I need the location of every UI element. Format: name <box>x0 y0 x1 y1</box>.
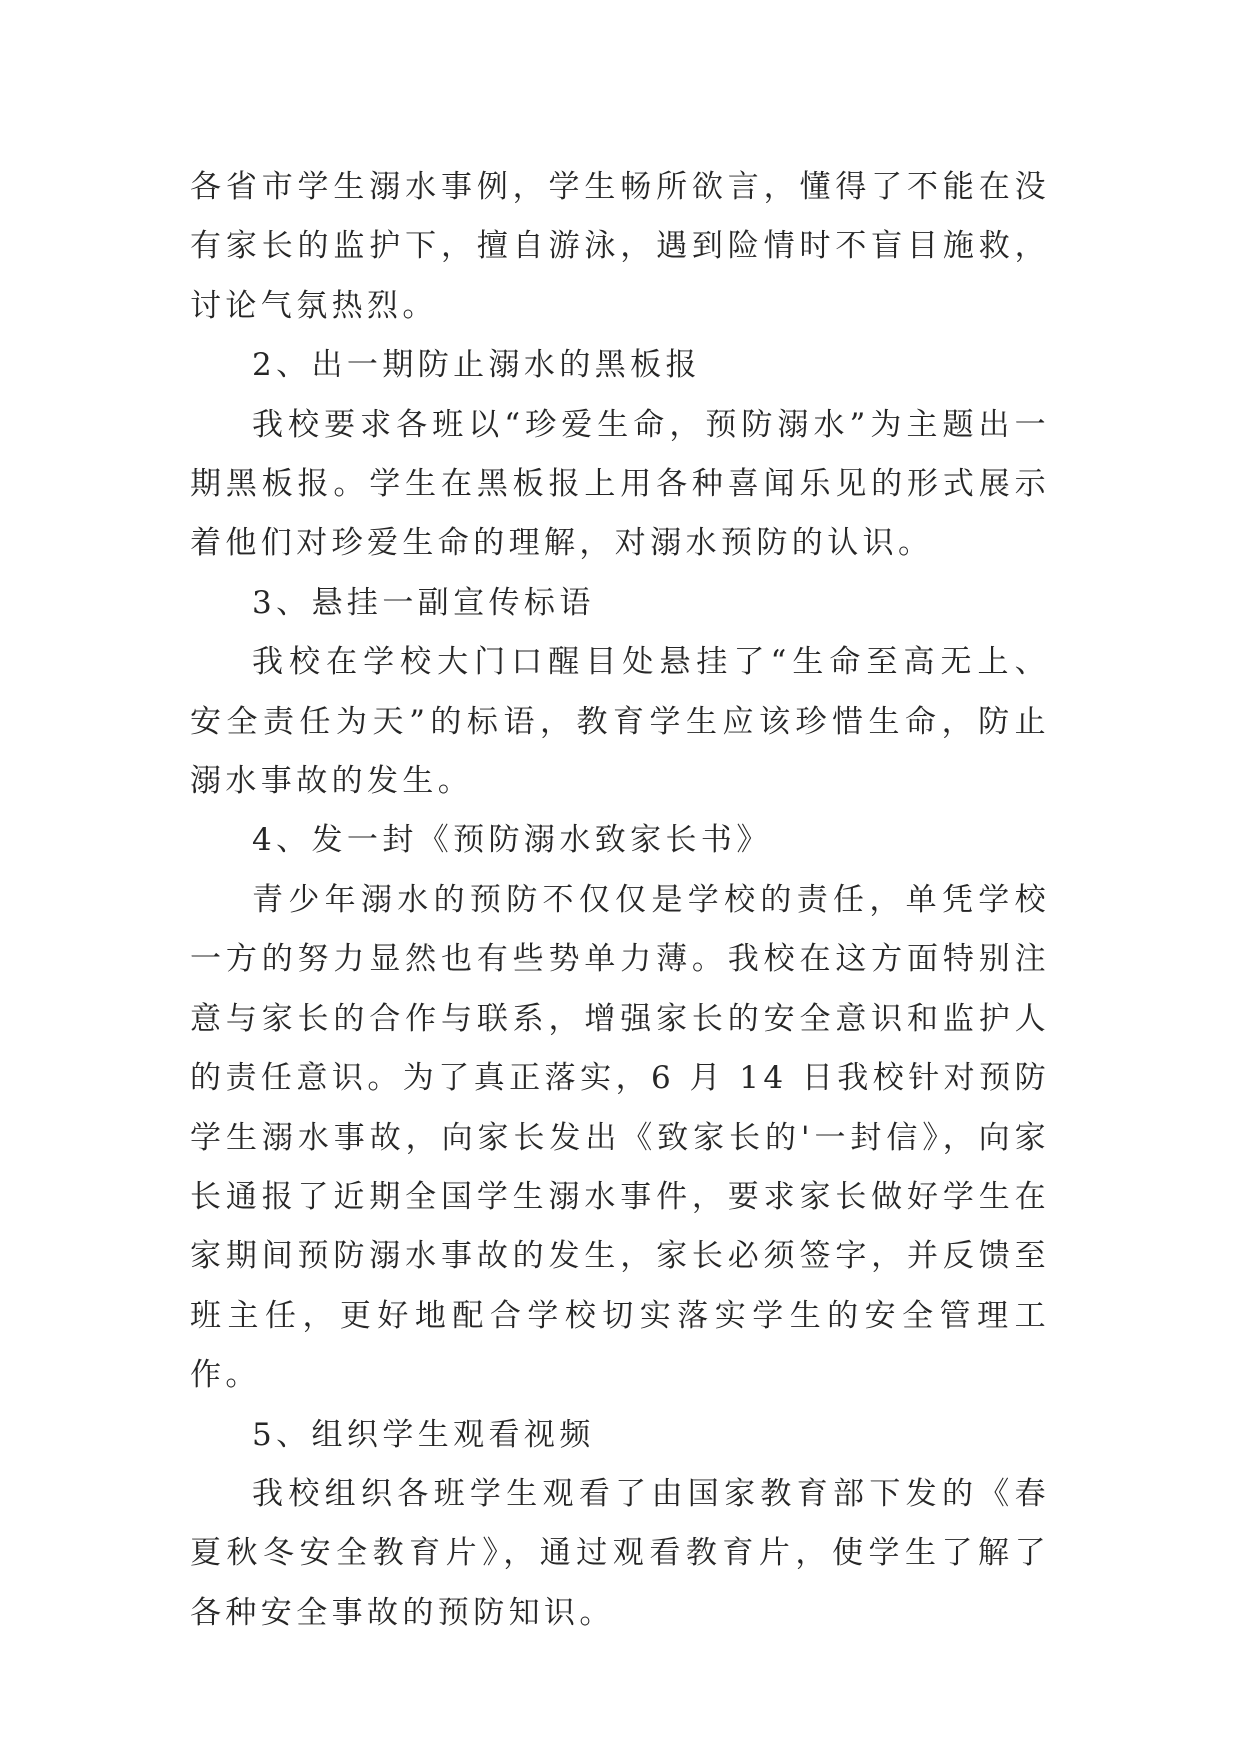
heading-watch-videos: 5、组织学生观看视频 <box>252 1416 595 1453</box>
heading-blackboard-newspaper: 2、出一期防止溺水的黑板报 <box>252 347 701 384</box>
paragraph-drowning-cases-discussion: 各省市学生溺水事例，学生畅所欲言，懂得了不能在没有家长的监护下，擅自游泳，遇到险情时不盲目施救，讨论气氛热烈。 <box>190 169 1050 324</box>
heading-parent-letter: 4、发一封《预防溺水致家长书》 <box>252 822 772 859</box>
paragraph-parent-letter: 青少年溺水的预防不仅仅是学校的责任，单凭学校一方的努力显然也有些势单力薄。我校在这方面特别注意与家长的合作与联系，增强家长的安全意识和监护人的责任意识。为了真正落实，6 月 14 日我校针对预防学生溺水事故，向家长发出《致家长的'一封信》，向家长通报了近期全国学生溺水事件，要求家长做好学生在家期间预防溺水事故的发生，家长必须签字，并反馈至班主任，更好地配合学校切实落实学生的安全管理工作。 <box>190 881 1050 1394</box>
paragraph-watch-videos: 我校组织各班学生观看了由国家教育部下发的《春夏秋冬安全教育片》，通过观看教育片，使学生了解了各种安全事故的预防知识。 <box>190 1475 1050 1631</box>
heading-slogan-banner: 3、悬挂一副宣传标语 <box>252 584 595 621</box>
paragraph-slogan-banner: 我校在学校大门口醒目处悬挂了“生命至高无上、安全责任为天”的标语，教育学生应该珍惜生命，防止溺水事故的发生。 <box>190 644 1050 800</box>
document-body <box>190 158 1050 1643</box>
paragraph-blackboard-newspaper: 我校要求各班以“珍爱生命，预防溺水”为主题出一期黑板报。学生在黑板报上用各种喜闻乐见的形式展示着他们对珍爱生命的理解，对溺水预防的认识。 <box>190 406 1050 562</box>
